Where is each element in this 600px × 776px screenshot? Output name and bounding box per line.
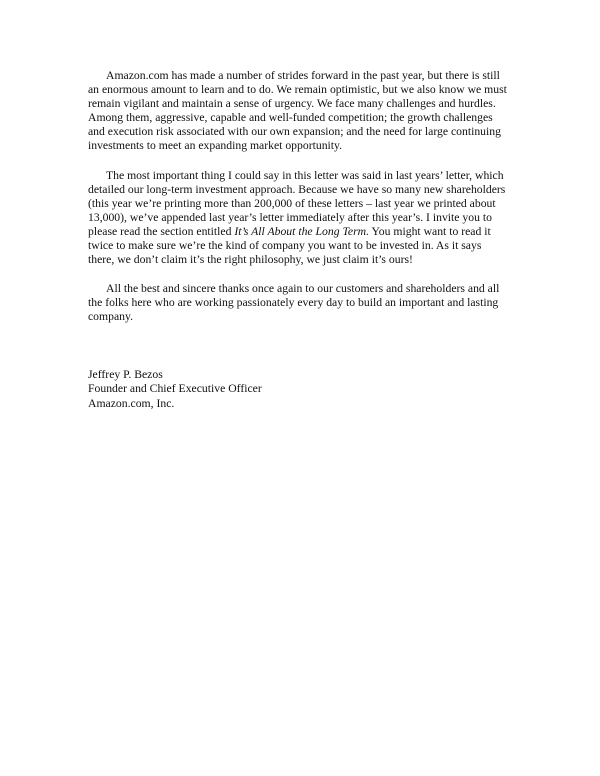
paragraph-line: The most important thing I could say in this letter was said in last years’ letter, which — [106, 168, 504, 182]
paragraph-line: company. — [88, 310, 134, 324]
paragraph-line: an enormous amount to learn and to do. We remain optimistic, but we also know we must — [88, 83, 507, 97]
letter-body — [88, 69, 526, 340]
signer-name: Jeffrey P. Bezos — [88, 368, 163, 381]
line-text: You might want to read it — [369, 224, 491, 238]
paragraph-line: and execution risk associated with our own expansion; and the need for large continuing — [88, 125, 501, 139]
section-title-italic: It’s All About the Long Term. — [234, 224, 370, 238]
paragraph-line: (this year we’re printing more than 200,000 of these letters – last year we printed about — [88, 196, 496, 210]
paragraph-line: the folks here who are working passionately every day to build an important and lasting — [88, 296, 499, 310]
paragraph-3 — [88, 282, 526, 324]
paragraph-line: Among them, aggressive, capable and well-funded competition; the growth challenges — [88, 111, 493, 125]
signature-block — [88, 368, 262, 411]
paragraph-line: Amazon.com has made a number of strides forward in the past year, but there is still — [106, 69, 500, 82]
paragraph-line: All the best and sincere thanks once again to our customers and shareholders and all — [106, 282, 500, 296]
paragraph-line — [88, 225, 526, 239]
paragraph-1 — [88, 69, 526, 154]
paragraph-line: 13,000), we’ve appended last year’s letter immediately after this year’s. I invite you to — [88, 210, 492, 224]
paragraph-line: remain vigilant and maintain a sense of urgency. We face many challenges and hurdles. — [88, 97, 496, 111]
paragraph-line: there, we don’t claim it’s the right philosophy, we just claim it’s ours! — [88, 253, 413, 267]
paragraph-2 — [88, 169, 526, 268]
paragraph-line: twice to make sure we’re the kind of company you want to be invested in. As it says — [88, 239, 482, 253]
signer-title: Founder and Chief Executive Officer — [88, 382, 262, 396]
paragraph-line: detailed our long-term investment approach. Because we have so many new shareholders — [88, 182, 506, 196]
paragraph-line: investments to meet an expanding market opportunity. — [88, 139, 343, 153]
line-text: please read the section entitled — [88, 224, 235, 238]
signer-company: Amazon.com, Inc. — [88, 396, 175, 410]
